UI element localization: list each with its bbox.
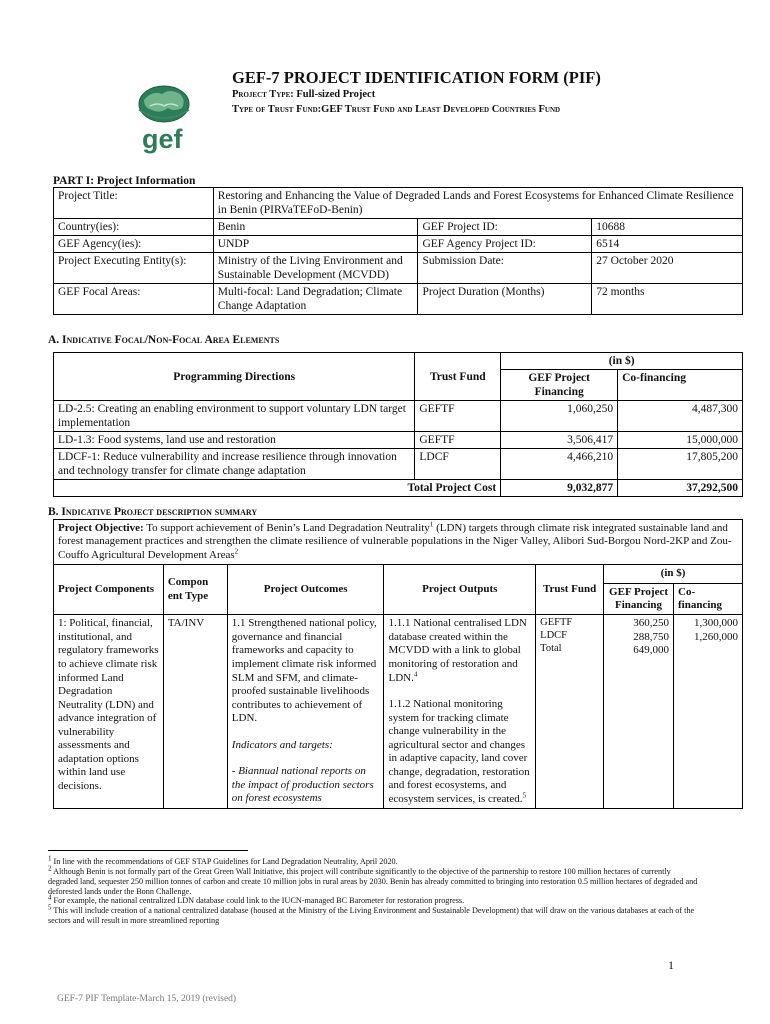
exec-value: Ministry of the Living Environment and Sustainable Development (MCVDD) — [213, 253, 418, 284]
agency-value: UNDP — [213, 236, 418, 253]
cof-cell: 17,805,200 — [618, 449, 743, 480]
cof-cell: 15,000,000 — [618, 432, 743, 449]
footnote-num: 1 — [48, 854, 52, 863]
table-row — [54, 284, 743, 315]
submission-value: 27 October 2020 — [592, 253, 743, 284]
tf-item: LDCF — [540, 630, 567, 642]
indicators-label: Indicators and targets: — [231, 738, 333, 751]
objective-sup-2: 2 — [234, 547, 239, 556]
project-type-label: Project Type: — [232, 89, 294, 100]
project-info-table — [53, 187, 743, 315]
gef-item: 360,250 — [633, 617, 669, 630]
col-prog: Programming Directions — [54, 353, 415, 401]
trust-fund-line — [232, 103, 672, 118]
gef-cell: 1,060,250 — [501, 401, 618, 432]
col-cof: Co-financing — [674, 583, 743, 615]
section-a-heading: A. Indicative Focal/Non-Focal Area Elements — [48, 334, 280, 346]
gef-item: 288,750 — [633, 630, 669, 643]
footnote-text: In line with the recommendations of GEF STAP Guidelines for Land Degradation Neutrality, April 2020. — [53, 857, 398, 866]
col-in: (in $) — [501, 353, 743, 370]
output-2 — [388, 698, 531, 806]
gef-cell: 3,506,417 — [501, 432, 618, 449]
objective-row — [54, 520, 743, 565]
table-row — [54, 615, 743, 809]
gef-item: 649,000 — [633, 644, 669, 657]
footnote-text: Although Benin is not formally part of the Great Green Wall Initiative, this project will contribute significantly to the objective of the partnership to restore 100 million hectares of currently degraded land, sequester 250 million tonnes of carbon and create 10 million jobs in rural areas by 2030. Benin has already committed to bringing into restoration 0.5 million hectares of degraded and deforested lands under the Bonn Challenge. — [48, 866, 698, 896]
table-row — [54, 253, 743, 284]
indicator-1: - Biannual national reports on the impact of production sectors on forest ecosystems — [231, 765, 374, 805]
dir-cell: LDCF-1: Reduce vulnerability and increase resilience through innovation and technology transfer for climate change adaptation — [54, 449, 415, 480]
total-gef: 9,032,877 — [501, 480, 618, 497]
col-outputs: Project Outputs — [384, 565, 536, 615]
table-row — [54, 432, 743, 449]
agency-id-label: GEF Agency Project ID: — [418, 236, 592, 253]
col-trust-fund: Trust Fund — [536, 565, 604, 615]
col-tf: Trust Fund — [415, 353, 501, 401]
col-gef: GEF Project Financing — [604, 583, 674, 615]
footnote-text: For example, the national centralized LDN database could link to the IUCN-managed BC Barometer for restoration progress. — [53, 896, 465, 906]
duration-label: Project Duration (Months) — [418, 284, 592, 315]
col-components: Project Components — [54, 565, 164, 615]
project-type-value: Full-sized Project — [296, 89, 376, 100]
footnotes — [48, 854, 698, 926]
country-value: Benin — [213, 219, 418, 236]
col-outcomes: Project Outcomes — [227, 565, 384, 615]
output-cell — [384, 615, 536, 809]
focal-label: GEF Focal Areas: — [54, 284, 214, 315]
gef-cell — [604, 615, 674, 809]
output-2-text: 1.1.2 National monitoring system for tracking climate change vulnerability in the agricultural sector and changes in adaptive capacity, land cover change, degradation, restoration and forest ecosystems, and ecosystem services, is created. — [388, 698, 530, 805]
title-value: Restoring and Enhancing the Value of Degraded Lands and Forest Ecosystems for Enhanced Climate Resilience in Benin (PIRVaTEFoD-Benin) — [213, 188, 742, 219]
table-row — [54, 449, 743, 480]
section-b-heading: B. Indicative Project description summary — [48, 506, 258, 518]
table-row — [54, 401, 743, 432]
agency-label: GEF Agency(ies): — [54, 236, 214, 253]
trust-fund-value: GEF Trust Fund and Least Developed Countries Fund — [321, 104, 561, 115]
dir-cell: LD-1.3: Food systems, land use and restoration — [54, 432, 415, 449]
footnote-num: 2 — [48, 864, 52, 873]
agency-id-value: 6514 — [592, 236, 743, 253]
focal-area-table — [53, 352, 743, 497]
component-cell: 1: Political, financial, institutional, and regulatory frameworks to achieve climate risk informed Land Degradation Neutrality (LDN) and advance integration of vulnerability assessments and adaptation options within land use decisions. — [54, 615, 164, 809]
duration-value: 72 months — [592, 284, 743, 315]
tf-cell: GEFTF — [415, 432, 501, 449]
table-row — [54, 188, 743, 219]
tf-item: Total — [540, 643, 562, 655]
gef-id-value: 10688 — [592, 219, 743, 236]
focal-value: Multi-focal: Land Degradation; Climate Change Adaptation — [213, 284, 418, 315]
cof-item: 1,260,000 — [694, 630, 738, 643]
gef-id-label: GEF Project ID: — [418, 219, 592, 236]
total-label: Total Project Cost — [54, 480, 501, 497]
page-footer: GEF-7 PIF Template-March 15, 2019 (revised) — [57, 994, 237, 1004]
outcome-cell — [227, 615, 384, 809]
objective-sup-1: 1 — [429, 520, 434, 529]
footnote-2 — [48, 864, 698, 897]
col-cof: Co-financing — [618, 370, 743, 401]
objective-label: Project Objective: — [58, 522, 144, 534]
project-objective — [54, 520, 743, 565]
table-header-row — [54, 565, 743, 583]
footnote-text: This will include creation of a national centralized database (housed at the Ministry of the Living Environment and Sustainable Development) that will draw on the various databases at each of the sectors and will result in more streamlined reporting — [48, 906, 695, 926]
cof-cell: 4,487,300 — [618, 401, 743, 432]
title-label: Project Title: — [54, 188, 214, 219]
tf-cell: GEFTF — [415, 401, 501, 432]
footnote-4 — [48, 893, 698, 906]
output-1-text: 1.1.1 National centralised LDN database created within the MCVDD with a link to global monitoring of restoration and LDN. — [388, 617, 527, 684]
cof-item: 1,300,000 — [694, 617, 738, 630]
footnote-5 — [48, 903, 698, 926]
table-row — [54, 236, 743, 253]
footnote-num: 5 — [48, 903, 52, 912]
objective-text-2: (LDN) targets through climate risk integrated sustainable land and forest management practices and strengthen the climate resilience of vulnerable populations in the Niger Valley, Alibori Sud-Borgou Nord-2KP and Zou-Couffo Agricultural Development Areas — [58, 522, 732, 561]
tf-cell — [536, 615, 604, 809]
page-number: 1 — [668, 958, 674, 972]
total-cof: 37,292,500 — [618, 480, 743, 497]
submission-label: Submission Date: — [418, 253, 592, 284]
col-type: Compon ent Type — [163, 565, 227, 615]
table-row — [54, 219, 743, 236]
objective-text-1: To support achievement of Benin’s Land Degradation Neutrality — [146, 522, 430, 534]
tf-item: GEFTF — [540, 617, 573, 629]
type-cell: TA/INV — [163, 615, 227, 809]
trust-fund-label: Type of Trust Fund: — [232, 104, 322, 115]
col-in: (in $) — [604, 565, 743, 583]
cof-cell — [674, 615, 743, 809]
footnote-num: 4 — [48, 893, 52, 902]
col-gef: GEF Project Financing — [501, 370, 618, 401]
outcome-text: 1.1 Strengthened national policy, governance and financial frameworks and capacity to implement climate risk informed SLM and SFM, and climate-proofed sustainable livelihoods contributes to achievement of LDN. — [231, 617, 377, 725]
output-1-sup: 4 — [413, 669, 418, 678]
table-header-row — [54, 353, 743, 370]
tf-cell: LDCF — [415, 449, 501, 480]
output-1 — [388, 617, 531, 685]
logo-text: gef — [142, 124, 183, 154]
gef-logo — [130, 82, 198, 154]
total-row — [54, 480, 743, 497]
exec-label: Project Executing Entity(s): — [54, 253, 214, 284]
project-type-line — [232, 89, 672, 102]
footnote-1 — [48, 854, 698, 867]
footnote-divider — [48, 850, 248, 851]
part1-heading: PART I: Project Information — [53, 175, 196, 187]
project-summary-table — [53, 519, 743, 809]
page-title: GEF-7 PROJECT IDENTIFICATION FORM (PIF) — [232, 68, 601, 87]
output-2-sup: 5 — [522, 790, 527, 799]
country-label: Country(ies): — [54, 219, 214, 236]
gef-cell: 4,466,210 — [501, 449, 618, 480]
dir-cell: LD-2.5: Creating an enabling environment to support voluntary LDN target implementation — [54, 401, 415, 432]
